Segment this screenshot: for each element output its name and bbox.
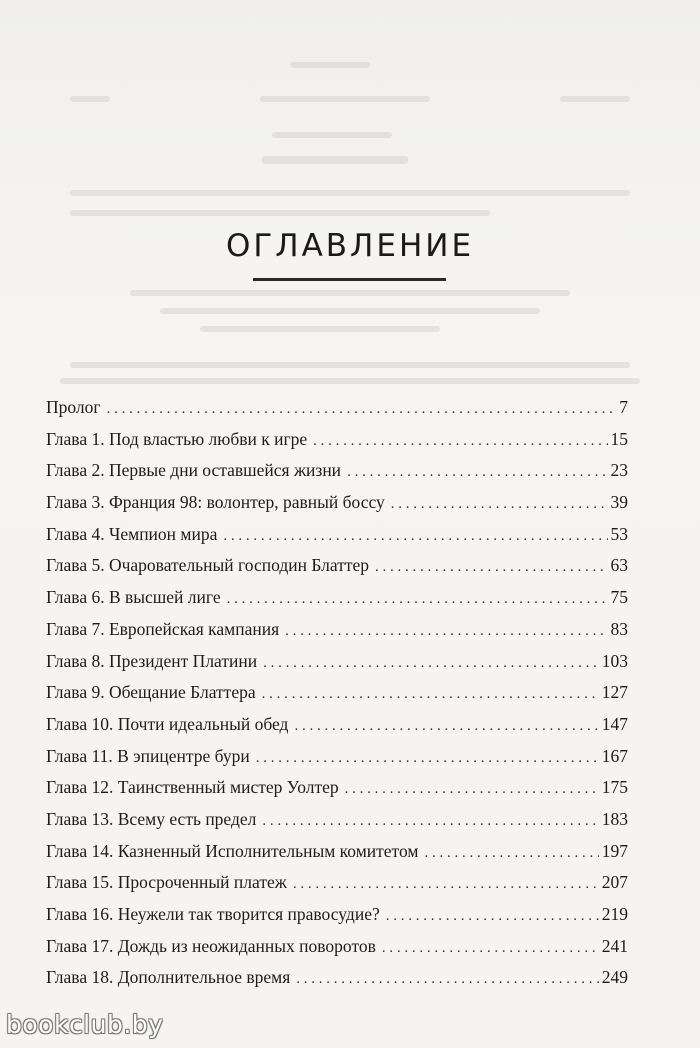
toc-entry-page-number: 127 [601,682,628,703]
toc-dot-leader [107,394,617,426]
toc-entry [46,836,628,868]
toc-dot-leader [391,489,608,521]
toc-entry-title: Глава 15. Просроченный платеж [46,872,287,893]
toc-entry-title: Глава 1. Под властью любви к игре [46,428,308,449]
toc-entry [46,550,628,582]
toc-dot-leader [262,806,598,838]
toc-entry [46,741,628,773]
toc-dot-leader [285,616,607,648]
toc-dot-leader [256,743,599,775]
toc-entry-page-number: 103 [601,650,628,671]
toc-dot-leader [293,869,599,901]
toc-entry [46,424,628,456]
toc-entry-title: Глава 16. Неужели так творится правосудие? [46,904,380,924]
toc-entry-page-number: 197 [601,840,628,861]
toc-entry-title: Глава 14. Казненный Исполнительным комитетом [46,840,419,861]
toc-entry-page-number: 23 [610,460,628,481]
title-underline [253,278,446,281]
toc-dot-leader [294,711,598,743]
toc-entry-page-number: 207 [601,872,628,893]
toc-entry-page-number: 53 [610,523,628,544]
toc-entry-title: Глава 10. Почти идеальный обед [46,713,289,734]
toc-entry [46,519,628,551]
toc-dot-leader [296,964,598,996]
toc-entry [46,582,628,614]
toc-dot-leader [345,774,599,806]
toc-entry-title: Пролог [46,397,101,417]
toc-entry-page-number: 249 [601,967,628,988]
toc-entry-title: Глава 6. В высшей лиге [46,587,221,608]
toc-dot-leader [313,426,607,458]
table-of-contents [46,392,628,994]
toc-entry-title: Глава 5. Очаровательный господин Блаттер [46,555,370,576]
toc-entry-title: Глава 4. Чемпион мира [46,523,218,544]
toc-entry [46,614,628,646]
toc-entry-title: Глава 13. Всему есть предел [46,808,257,829]
toc-entry [46,709,628,741]
toc-dot-leader [263,648,599,680]
toc-entry [46,804,628,836]
toc-entry [46,455,628,487]
toc-entry [46,772,628,804]
toc-entry [46,899,628,931]
toc-entry-page-number: 7 [619,397,628,417]
toc-entry-page-number: 75 [610,587,628,608]
toc-dot-leader [227,584,608,616]
toc-dot-leader [262,679,599,711]
toc-entry-page-number: 63 [610,555,628,576]
toc-entry-title: Глава 8. Президент Платини [46,650,258,671]
toc-entry-title: Глава 12. Таинственный мистер Уолтер [46,777,339,798]
toc-entry-title: Глава 18. Дополнительное время [46,967,291,988]
toc-entry-page-number: 183 [601,808,628,829]
toc-entry-page-number: 175 [601,777,628,798]
toc-entry-title: Глава 7. Европейская кампания [46,618,280,639]
toc-entry-page-number: 39 [610,492,628,513]
toc-entry-title: Глава 2. Первые дни оставшейся жизни [46,460,342,481]
toc-entry-page-number: 167 [601,745,628,766]
toc-entry-page-number: 83 [610,618,628,639]
toc-entry [46,867,628,899]
toc-entry [46,931,628,963]
toc-dot-leader [386,901,599,933]
toc-entry [46,487,628,519]
page-title: ОГЛАВЛЕНИЕ [225,228,475,264]
toc-dot-leader [347,457,607,489]
toc-dot-leader [382,933,599,965]
toc-dot-leader [375,552,607,584]
toc-entry-page-number: 219 [601,904,628,924]
toc-entry-title: Глава 9. Обещание Блаттера [46,682,256,703]
toc-entry-page-number: 15 [610,428,628,449]
toc-dot-leader [424,838,598,870]
toc-entry [46,392,628,424]
toc-entry [46,677,628,709]
toc-entry [46,646,628,678]
toc-entry-page-number: 147 [601,713,628,734]
toc-dot-leader [223,521,607,553]
toc-entry-page-number: 241 [601,935,628,956]
toc-entry-title: Глава 3. Франция 98: волонтер, равный боссу [46,492,385,513]
toc-entry-title: Глава 11. В эпицентре бури [46,745,250,766]
watermark-logo: bookclub.by [6,1010,164,1039]
toc-entry-title: Глава 17. Дождь из неожиданных поворотов [46,935,376,956]
toc-entry [46,962,628,994]
